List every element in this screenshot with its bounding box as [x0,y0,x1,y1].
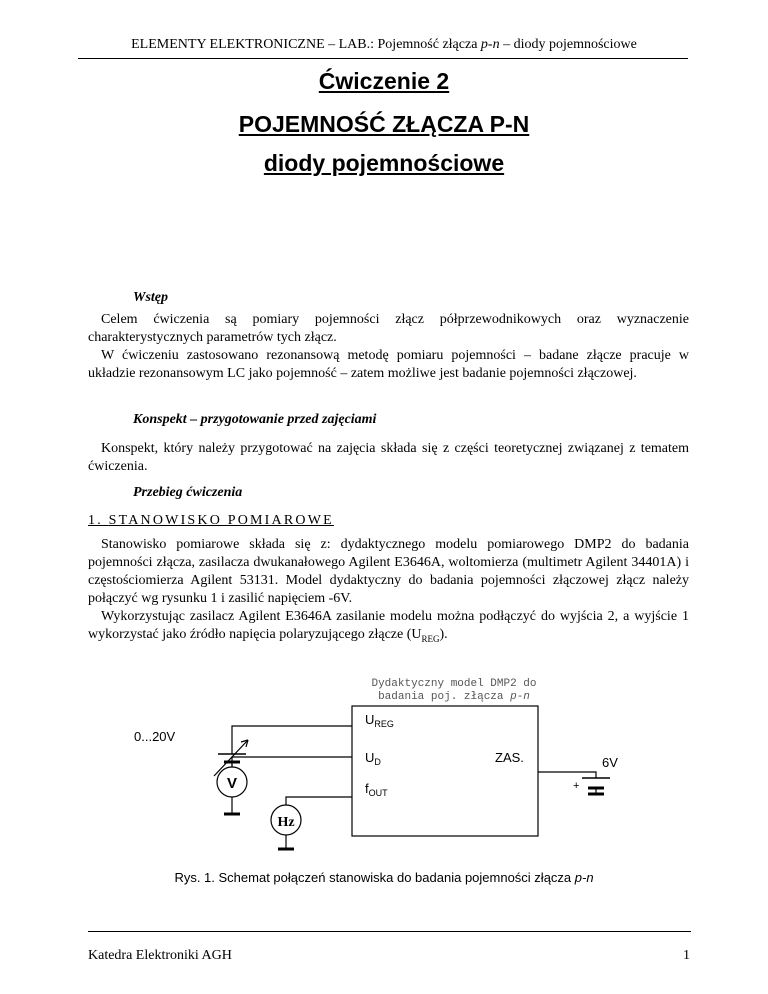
wire-ud [232,757,352,767]
source-range-label: 0...20V [134,729,176,744]
ud-label [365,750,381,767]
paragraph-stanowisko-1: Stanowisko pomiarowe składa się z: dydaktycznego modelu pomiarowego DMP2 do badania pojemności złącza, zasilacza dwukanałowego Agilent E3646A, woltomierza (multimetr Agilent 34401A) i częstościomierza Agilent 53131. Model dydaktyczny do badania pojemności złączowej złącz należy połączyć wg rysunku 1 i zasilić napięciem -6V. [88,537,689,606]
fout-f: f [365,781,369,796]
ureg-U: U [365,712,375,727]
heading-wstep: Wstęp [133,290,168,305]
page-number: 1 [683,948,690,963]
header-text-end: – diody pojemnościowe [499,37,637,52]
heading-konspekt: Konspekt – przygotowanie przed zajęciami [133,412,377,427]
ud-sub: D [374,757,381,767]
fout-label [365,781,388,798]
wire-ureg [232,726,352,742]
footer-rule [88,931,691,932]
header-text: ELEMENTY ELEKTRONICZNE – LAB.: Pojemność złącza [131,37,481,52]
stanowisko-p2-end: ). [439,627,448,642]
section-1-number: 1. [88,513,103,528]
wire-supply [538,772,596,778]
fout-sub: OUT [368,788,388,798]
zas-label: ZAS. [495,750,524,765]
header-pn: p-n [480,37,500,52]
model-label-line1: Dydaktyczny model DMP2 do [371,678,537,690]
caption-pn: p-n [574,870,594,885]
ureg-label [365,712,394,729]
voltmeter-label: V [226,775,238,792]
supply-voltage-label: 6V [602,755,618,770]
title-sub: diody pojemnościowe [263,150,505,176]
model-label-line2 [378,691,530,703]
model-label-line2-text: badania poj. złącza [378,691,511,703]
heading-przebieg: Przebieg ćwiczenia [133,485,243,500]
model-label-pn: p-n [510,691,530,703]
frequency-meter-label: Hz [277,815,295,830]
wire-fout [286,797,352,805]
plus-sign: + [573,780,580,792]
figure-caption [0,870,768,885]
paragraph-wstep-2: W ćwiczeniu zastosowano rezonansową metodę pomiaru pojemności – badane złącze pracuje w układzie rezonansowym LC jako pojemność – zatem możliwe jest badanie pojemności złączowej. [88,348,689,381]
section-1-title: STANOWISKO POMIAROWE [108,513,334,528]
paragraph-wstep-1: Celem ćwiczenia są pomiary pojemności złącz półprzewodnikowych oraz wyznaczenie charakterystycznych parametrów tych złącz. [88,312,689,345]
paragraph-konspekt-text: Konspekt, który należy przygotować na zajęcia składa się z części teoretycznej związanej z tematem ćwiczenia. [88,441,689,474]
title-main: POJEMNOŚĆ ZŁĄCZA P-N [238,111,530,137]
ureg-sub: REG [374,719,394,729]
stanowisko-p2-text: Wykorzystując zasilacz Agilent E3646A zasilanie modelu można podłączyć do wyjścia 2, a wyjście 1 wykorzystać jako źródło napięcia polaryzującego złącze (U [88,609,689,642]
footer-institution: Katedra Elektroniki AGH [88,948,232,963]
caption-text: Rys. 1. Schemat połączeń stanowiska do badania pojemności złącza [174,870,575,885]
title-exercise: Ćwiczenie 2 [318,68,450,94]
ud-U: U [365,750,375,765]
ureg-subscript: REG [421,633,440,644]
